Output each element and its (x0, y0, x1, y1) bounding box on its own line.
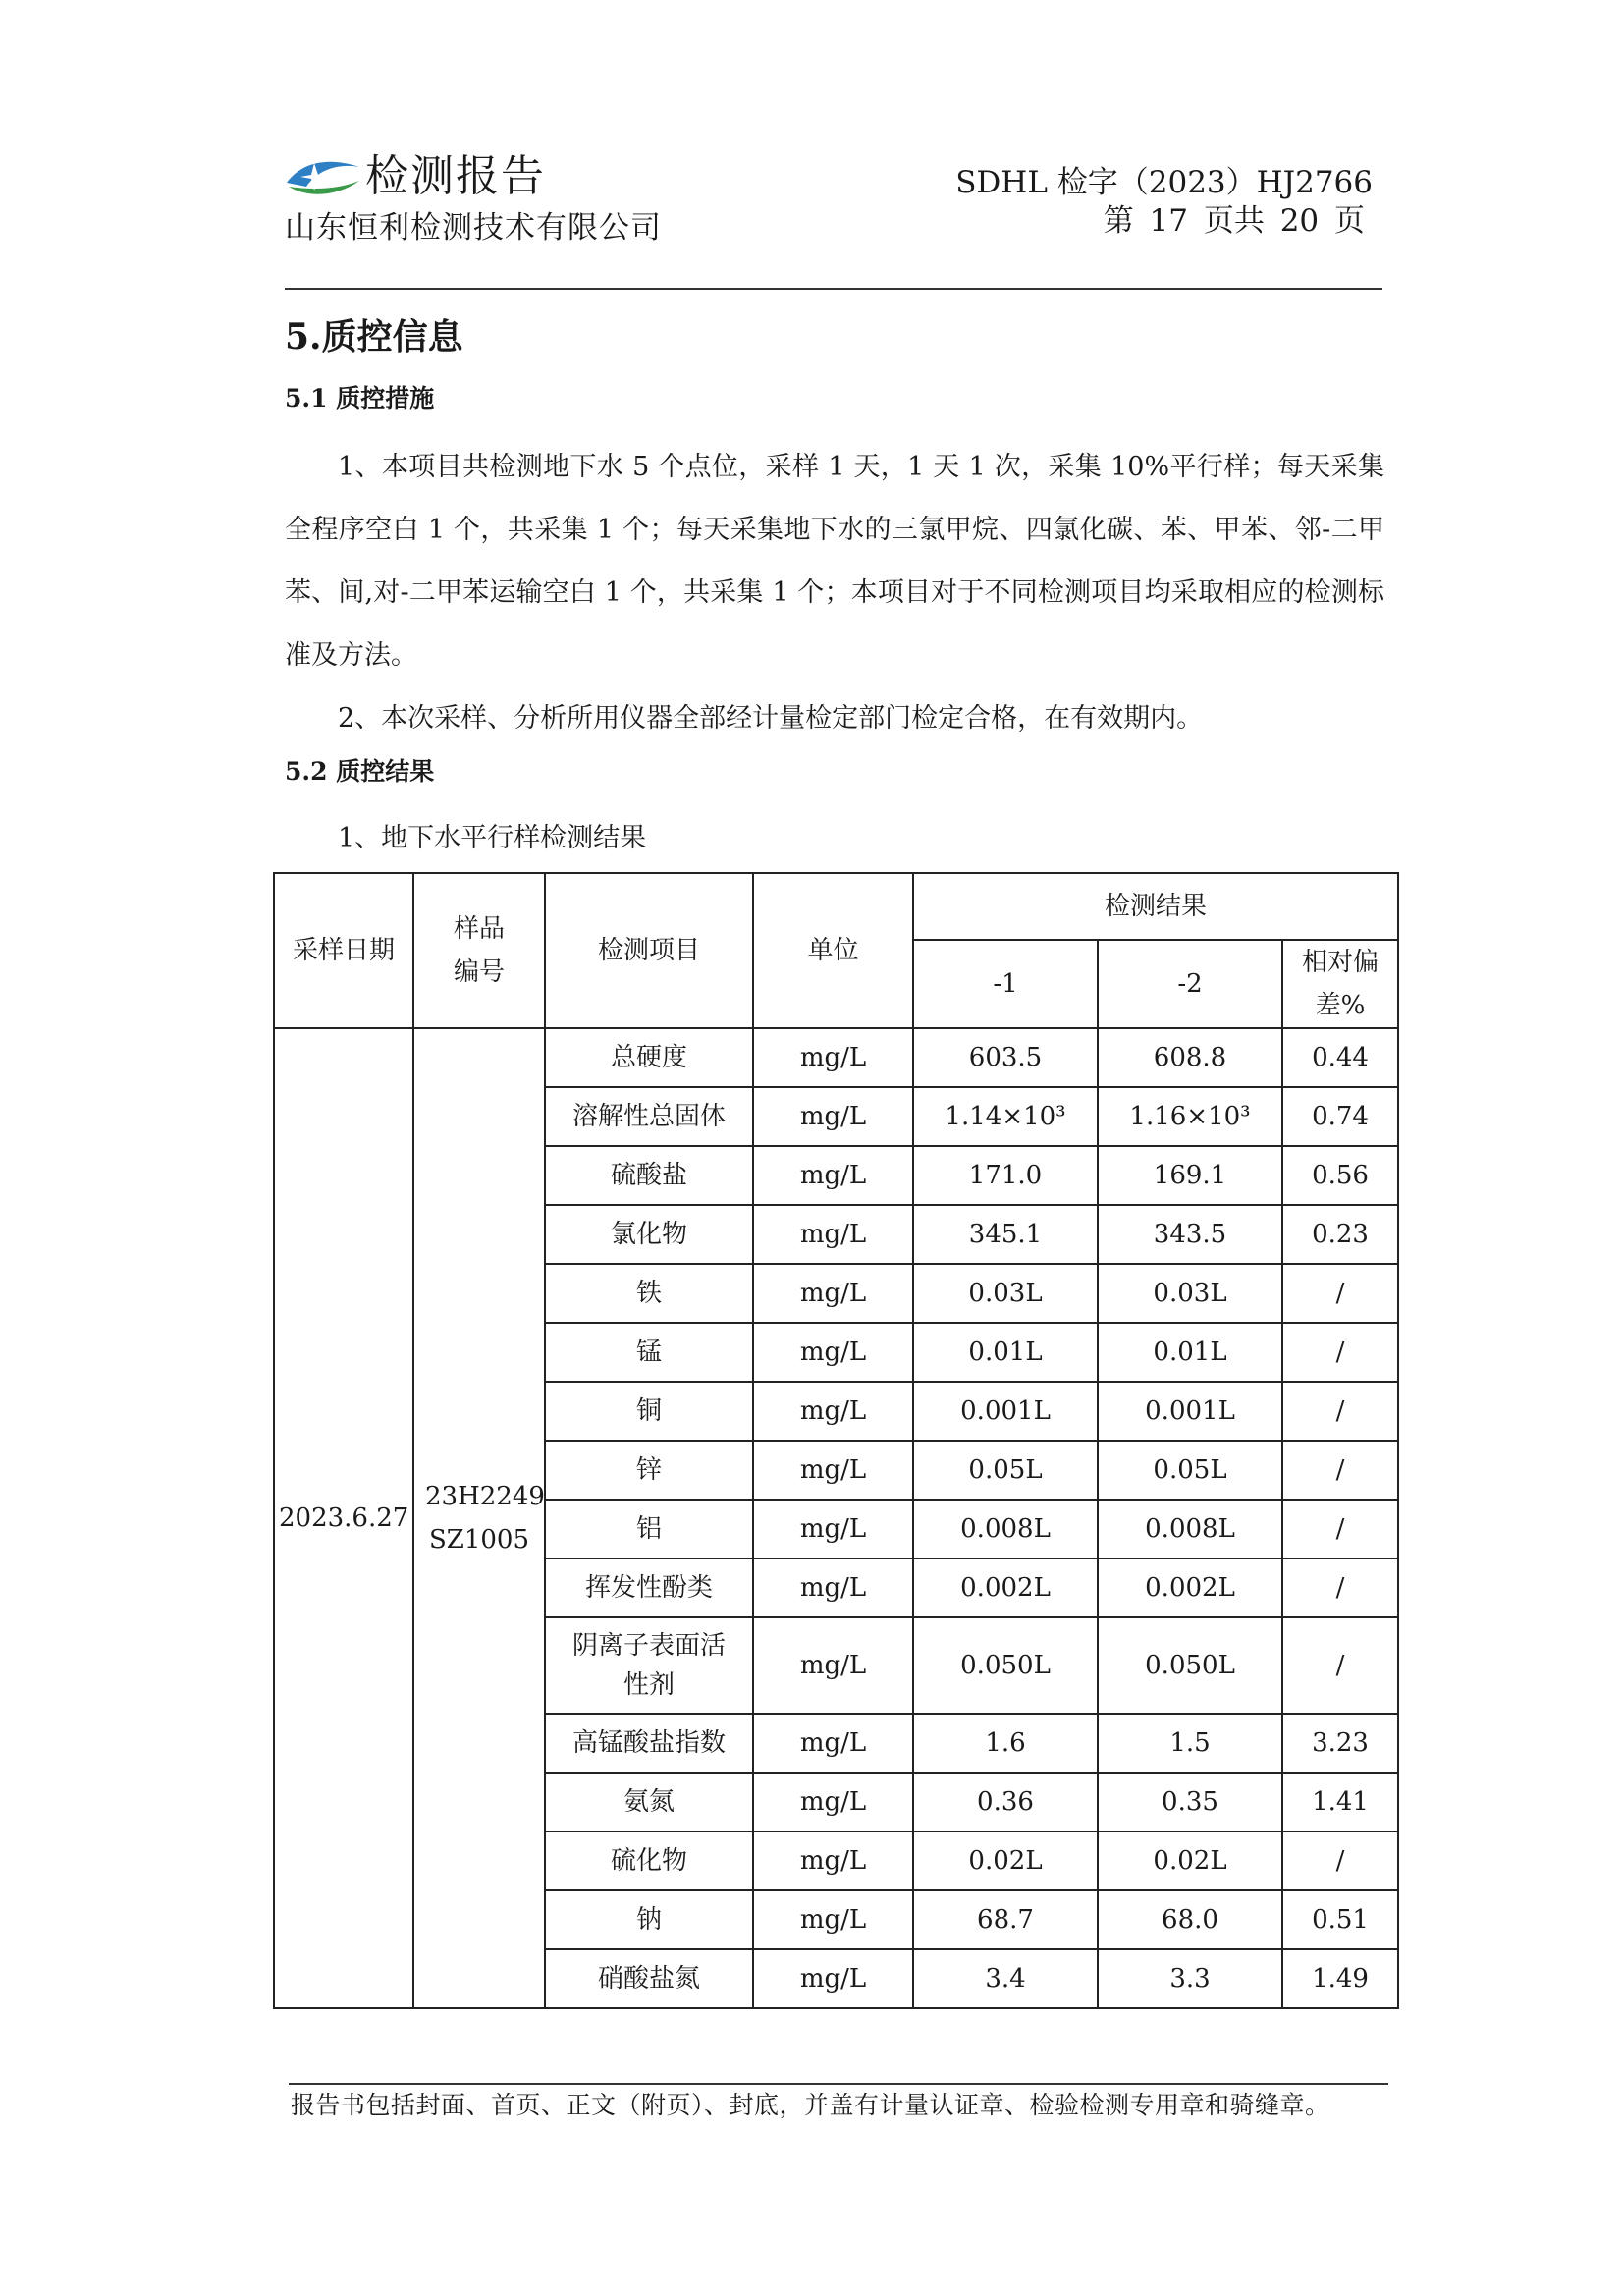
cell-unit (753, 1205, 913, 1264)
cell-r2 (1098, 1558, 1282, 1617)
cell-r1 (913, 1773, 1098, 1831)
cell-item-text: 锰 (635, 1338, 662, 1367)
cell-rsd-text: 0.56 (1312, 1161, 1369, 1190)
cell-unit-text: mg/L (799, 1102, 867, 1131)
cell-unit (753, 1558, 913, 1617)
cell-r2 (1098, 1949, 1282, 2008)
measures-paragraph-2-text: 2、本次采样、分析所用仪器全部经计量检定部门检定合格，在有效期内。 (338, 703, 1204, 734)
cell-item-text: 硫酸盐 (610, 1161, 687, 1190)
cell-item-text: 钠 (635, 1905, 662, 1935)
cell-r2-text: 0.05L (1153, 1455, 1227, 1485)
cell-rsd (1282, 1205, 1398, 1264)
cell-r1-text: 3.4 (985, 1964, 1026, 1994)
cell-r2-text: 0.001L (1145, 1396, 1235, 1426)
cell-r1-text: 0.36 (977, 1787, 1034, 1817)
cell-r1-text: 0.002L (960, 1573, 1051, 1603)
cell-r1-text: 0.03L (968, 1279, 1043, 1308)
cell-rsd (1282, 1949, 1398, 2008)
cell-item (545, 1500, 753, 1558)
company-name: 山东恒利检测技术有限公司 (285, 210, 662, 246)
header-result-2: -2 (1098, 940, 1282, 1028)
table-body (274, 1028, 1398, 2008)
cell-unit (753, 1831, 913, 1890)
cell-r1-text: 0.02L (968, 1846, 1043, 1876)
cell-r2-text: 68.0 (1162, 1905, 1218, 1935)
cell-rsd-text: / (1335, 1514, 1345, 1544)
header-result: 检测结果 (913, 873, 1398, 940)
cell-item (545, 1831, 753, 1890)
cell-rsd (1282, 1382, 1398, 1441)
cell-unit-text: mg/L (799, 1161, 867, 1190)
cell-rsd (1282, 1558, 1398, 1617)
logo-row (285, 147, 546, 206)
cell-r1-text: 0.050L (960, 1651, 1051, 1680)
section-title: 5.质控信息 (285, 316, 463, 357)
header-rsd (1282, 940, 1398, 1028)
cell-r2-text: 0.050L (1145, 1651, 1235, 1680)
cell-sample-date: 2023.6.27 (274, 1028, 413, 2008)
cell-rsd-text: / (1335, 1846, 1345, 1876)
cell-unit-text: mg/L (799, 1220, 867, 1249)
cell-item-text: 铁 (635, 1279, 662, 1308)
cell-r1 (913, 1441, 1098, 1500)
header-divider (285, 288, 1382, 290)
cell-unit-text: mg/L (799, 1651, 867, 1680)
report-number: SDHL 检字（2023）HJ2766 (955, 165, 1373, 200)
cell-r1 (913, 1714, 1098, 1773)
cell-r1-text: 603.5 (968, 1043, 1043, 1072)
cell-r2-text: 0.01L (1153, 1338, 1227, 1367)
table-caption: 1、地下水平行样检测结果 (338, 823, 647, 853)
header-rsd-text: 相对偏差% (1301, 948, 1379, 1020)
cell-unit (753, 1146, 913, 1205)
cell-r2 (1098, 1323, 1282, 1382)
cell-unit (753, 1264, 913, 1323)
cell-rsd (1282, 1773, 1398, 1831)
cell-unit-text: mg/L (799, 1338, 867, 1367)
cell-unit (753, 1500, 913, 1558)
cell-rsd-text: 1.49 (1312, 1964, 1369, 1994)
cell-r1-text: 171.0 (968, 1161, 1043, 1190)
footer-note: 报告书包括封面、首页、正文（附页）、封底，并盖有计量认证章、检验检测专用章和骑缝章。 (291, 2091, 1330, 2119)
cell-rsd-text: 0.51 (1312, 1905, 1369, 1935)
header-unit: 单位 (753, 873, 913, 1028)
cell-r2-text: 3.3 (1169, 1964, 1211, 1994)
cell-rsd (1282, 1500, 1398, 1558)
cell-rsd (1282, 1617, 1398, 1714)
header-item: 检测项目 (545, 873, 753, 1028)
cell-unit-text: mg/L (799, 1279, 867, 1308)
cell-r2-text: 343.5 (1153, 1220, 1227, 1249)
cell-rsd-text: 0.44 (1312, 1043, 1369, 1072)
cell-rsd (1282, 1146, 1398, 1205)
cell-rsd (1282, 1890, 1398, 1949)
cell-unit-text: mg/L (799, 1905, 867, 1935)
cell-item (545, 1890, 753, 1949)
cell-r2 (1098, 1831, 1282, 1890)
cell-item (545, 1264, 753, 1323)
cell-r1-text: 68.7 (977, 1905, 1034, 1935)
subsection-title-results: 5.2 质控结果 (285, 757, 435, 786)
cell-rsd-text: / (1335, 1396, 1345, 1426)
measures-paragraph-1 (285, 436, 1384, 687)
cell-r2-text: 608.8 (1153, 1043, 1227, 1072)
cell-item-text: 氯化物 (610, 1220, 687, 1249)
cell-rsd (1282, 1264, 1398, 1323)
company-logo-icon (285, 153, 361, 200)
cell-unit (753, 1087, 913, 1146)
cell-item (545, 1773, 753, 1831)
cell-item (545, 1028, 753, 1087)
cell-rsd-text: / (1335, 1279, 1345, 1308)
cell-r2 (1098, 1146, 1282, 1205)
cell-r2 (1098, 1087, 1282, 1146)
cell-rsd-text: 0.23 (1312, 1220, 1369, 1249)
cell-unit-text: mg/L (799, 1964, 867, 1994)
cell-r1-text: 1.14×10³ (945, 1102, 1066, 1131)
cell-r1-text: 0.01L (968, 1338, 1043, 1367)
cell-item (545, 1949, 753, 2008)
cell-r2-text: 0.02L (1153, 1846, 1227, 1876)
cell-r2 (1098, 1441, 1282, 1500)
cell-unit (753, 1382, 913, 1441)
cell-r1 (913, 1205, 1098, 1264)
cell-item (545, 1087, 753, 1146)
header-date: 采样日期 (274, 873, 413, 1028)
cell-rsd (1282, 1028, 1398, 1087)
cell-rsd (1282, 1831, 1398, 1890)
cell-r1 (913, 1831, 1098, 1890)
header-sample-id-text: 样品编号 (453, 914, 505, 987)
cell-rsd-text: 3.23 (1312, 1728, 1369, 1758)
cell-r2 (1098, 1028, 1282, 1087)
cell-sample-id (413, 1028, 545, 2008)
cell-item-text: 硫化物 (610, 1846, 687, 1876)
cell-unit (753, 1773, 913, 1831)
subsection-title-measures: 5.1 质控措施 (285, 384, 435, 412)
cell-unit (753, 1890, 913, 1949)
cell-r2 (1098, 1773, 1282, 1831)
cell-rsd-text: / (1335, 1338, 1345, 1367)
cell-item (545, 1146, 753, 1205)
cell-rsd (1282, 1323, 1398, 1382)
header-result-1: -1 (913, 940, 1098, 1028)
cell-unit-text: mg/L (799, 1514, 867, 1544)
cell-r1 (913, 1617, 1098, 1714)
cell-r1-text: 1.6 (985, 1728, 1026, 1758)
cell-item-text: 高锰酸盐指数 (571, 1728, 726, 1758)
cell-r2-text: 1.16×10³ (1129, 1102, 1251, 1131)
cell-item-text: 溶解性总固体 (571, 1102, 726, 1131)
cell-rsd-text: 0.74 (1312, 1102, 1369, 1131)
cell-r2-text: 0.35 (1162, 1787, 1218, 1817)
cell-r2 (1098, 1617, 1282, 1714)
cell-r1-text: 0.008L (960, 1514, 1051, 1544)
table-row (274, 1028, 1398, 1087)
cell-rsd (1282, 1441, 1398, 1500)
header-sample-id (413, 873, 545, 1028)
cell-r2-text: 0.008L (1145, 1514, 1235, 1544)
cell-r1 (913, 1087, 1098, 1146)
parallel-sample-table (273, 872, 1399, 2009)
cell-item-text: 铜 (635, 1396, 662, 1426)
cell-unit-text: mg/L (799, 1787, 867, 1817)
cell-rsd-text: / (1335, 1573, 1345, 1603)
cell-rsd-text: 1.41 (1312, 1787, 1369, 1817)
cell-unit-text: mg/L (799, 1455, 867, 1485)
cell-item-text: 氨氮 (622, 1787, 675, 1817)
cell-unit-text: mg/L (799, 1573, 867, 1603)
cell-r1 (913, 1382, 1098, 1441)
cell-item-text: 硝酸盐氮 (597, 1964, 700, 1994)
cell-item (545, 1558, 753, 1617)
report-title: 检测报告 (365, 151, 546, 201)
cell-item-text: 总硬度 (610, 1043, 687, 1072)
cell-sample-id-text: 23H2249 SZ1005 (425, 1482, 545, 1555)
cell-rsd (1282, 1714, 1398, 1773)
cell-unit (753, 1949, 913, 2008)
cell-item (545, 1617, 753, 1714)
cell-item-text: 挥发性酚类 (584, 1573, 713, 1603)
cell-rsd-text: / (1335, 1455, 1345, 1485)
cell-rsd-text: / (1335, 1651, 1345, 1680)
cell-r2 (1098, 1500, 1282, 1558)
cell-item (545, 1714, 753, 1773)
cell-item (545, 1441, 753, 1500)
cell-unit-text: mg/L (799, 1396, 867, 1426)
cell-r2 (1098, 1205, 1282, 1264)
cell-unit (753, 1441, 913, 1500)
cell-item (545, 1205, 753, 1264)
cell-item-text: 阴离子表面活性剂 (571, 1631, 726, 1700)
cell-item-text: 铝 (635, 1514, 662, 1544)
cell-r1-text: 0.001L (960, 1396, 1051, 1426)
cell-r2 (1098, 1714, 1282, 1773)
measures-paragraph-1-text: 1、本项目共检测地下水 5 个点位，采样 1 天，1 天 1 次，采集 10%平行样；每天采集全程序空白 1 个，共采集 1 个；每天采集地下水的三氯甲烷、四氯化碳、苯、甲苯、邻-二甲苯、间,对-二甲苯运输空白 1 个，共采集 1 个；本项目对于不同检测项目均采取相应的检测标准及方法。 (285, 452, 1384, 671)
cell-r1 (913, 1264, 1098, 1323)
cell-unit (753, 1714, 913, 1773)
cell-r2-text: 169.1 (1153, 1161, 1227, 1190)
cell-unit-text: mg/L (799, 1043, 867, 1072)
cell-r1 (913, 1500, 1098, 1558)
cell-unit-text: mg/L (799, 1728, 867, 1758)
cell-item (545, 1323, 753, 1382)
cell-item-text: 锌 (635, 1455, 662, 1485)
cell-r1 (913, 1558, 1098, 1617)
cell-r2-text: 1.5 (1169, 1728, 1211, 1758)
measures-paragraph-2 (285, 687, 1384, 750)
cell-unit (753, 1028, 913, 1087)
cell-r1 (913, 1323, 1098, 1382)
page-number: 第 17 页共 20 页 (1103, 203, 1365, 239)
cell-r2 (1098, 1890, 1282, 1949)
cell-r1-text: 345.1 (968, 1220, 1043, 1249)
cell-r2 (1098, 1264, 1282, 1323)
cell-rsd (1282, 1087, 1398, 1146)
report-header (285, 147, 1384, 285)
cell-r1 (913, 1949, 1098, 2008)
cell-r2-text: 0.002L (1145, 1573, 1235, 1603)
cell-unit (753, 1617, 913, 1714)
cell-item (545, 1382, 753, 1441)
cell-r2-text: 0.03L (1153, 1279, 1227, 1308)
cell-unit (753, 1323, 913, 1382)
cell-r1 (913, 1890, 1098, 1949)
cell-r1-text: 0.05L (968, 1455, 1043, 1485)
cell-r1 (913, 1146, 1098, 1205)
cell-r1 (913, 1028, 1098, 1087)
cell-r2 (1098, 1382, 1282, 1441)
cell-unit-text: mg/L (799, 1846, 867, 1876)
footer-divider (289, 2083, 1388, 2085)
